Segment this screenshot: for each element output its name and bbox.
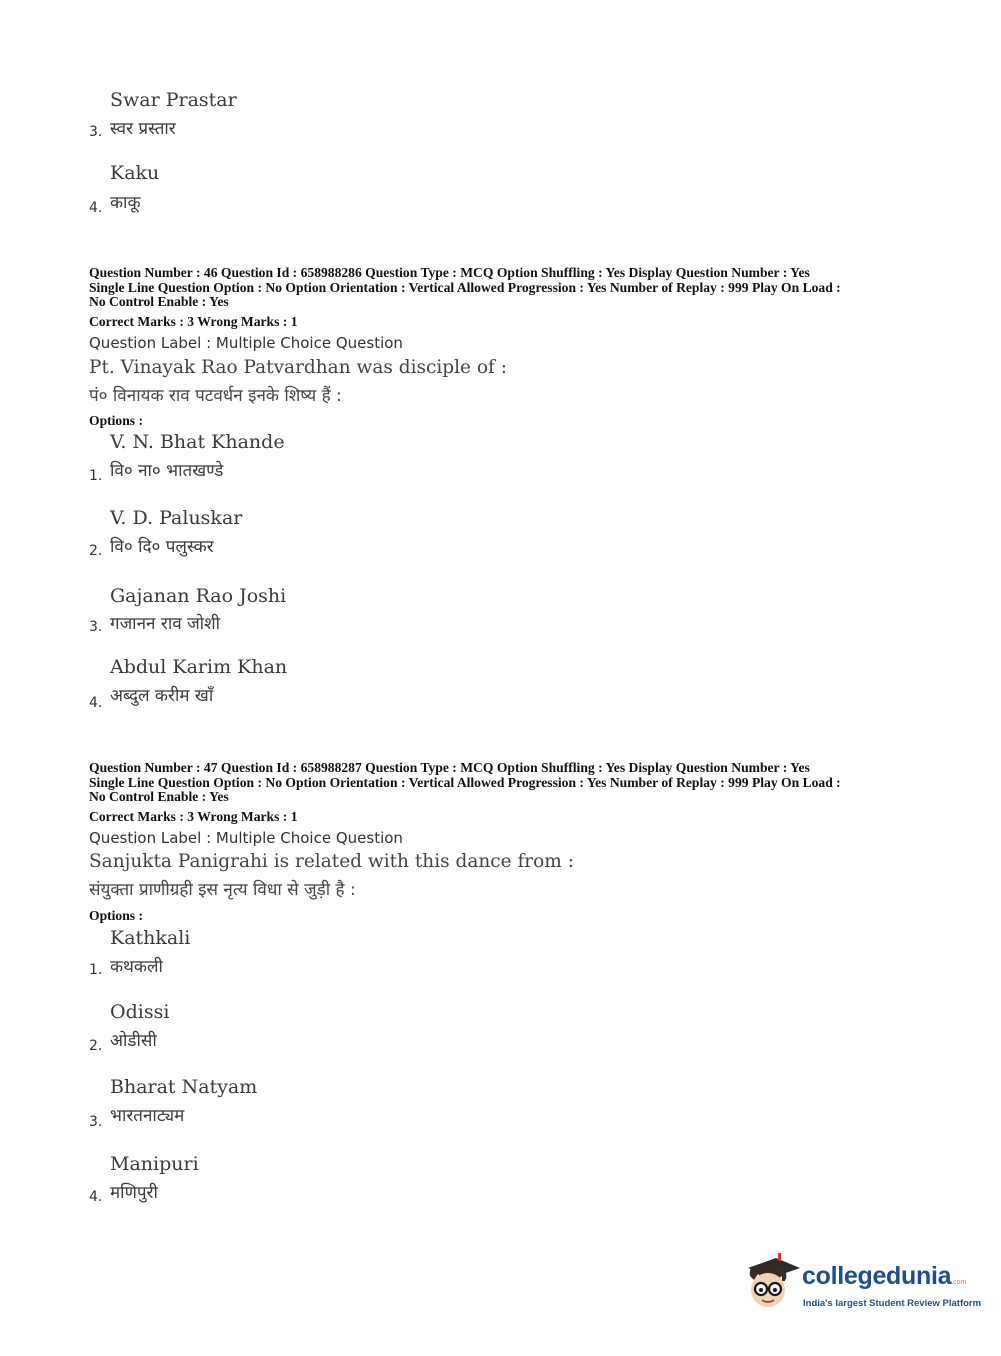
option-english-text: V. D. Paluskar xyxy=(110,507,243,529)
option-number: 2. xyxy=(89,1038,103,1054)
option-number: 4. xyxy=(89,695,103,711)
option-english-text: Kathkali xyxy=(110,927,191,949)
option-hindi-text: मणिपुरी xyxy=(110,1183,158,1203)
option-number: 2. xyxy=(89,543,103,559)
option-hindi-text: स्वर प्रस्तार xyxy=(110,119,176,139)
logo-tagline: India's largest Student Review Platform xyxy=(803,1298,982,1309)
logo-wordmark: collegedunia xyxy=(802,1262,952,1290)
question-meta-line: Question Number : 46 Question Id : 658988286 Question Type : MCQ Option Shuffling : Yes Display Question Number : Yes xyxy=(89,265,810,280)
option-english-text: V. N. Bhat Khande xyxy=(110,431,285,453)
mascot-icon xyxy=(742,1250,802,1314)
option-english-text: Gajanan Rao Joshi xyxy=(110,585,287,607)
options-heading: Options : xyxy=(89,908,144,923)
option-english-text: Manipuri xyxy=(110,1153,199,1175)
question-meta-line: Question Number : 47 Question Id : 658988287 Question Type : MCQ Option Shuffling : Yes Display Question Number : Yes xyxy=(89,760,810,775)
question-meta-line: Single Line Question Option : No Option Orientation : Vertical Allowed Progression : Yes Number of Replay : 999 Play On Load : xyxy=(89,775,841,790)
option-hindi-text: ओडीसी xyxy=(110,1031,157,1051)
option-english-text: Bharat Natyam xyxy=(110,1076,258,1098)
option-number: 3. xyxy=(89,1114,103,1130)
option-number: 3. xyxy=(89,619,103,635)
question-marks: Correct Marks : 3 Wrong Marks : 1 xyxy=(89,314,298,329)
option-number: 4. xyxy=(89,200,103,216)
options-heading: Options : xyxy=(89,413,144,428)
option-hindi-text: अब्दुल करीम खाँ xyxy=(110,686,214,706)
option-hindi-text: काकू xyxy=(110,193,141,213)
option-hindi-text: भारतनाट्यम xyxy=(110,1106,185,1126)
option-hindi-text: वि० ना० भातखण्डे xyxy=(110,461,224,481)
option-hindi-text: गजानन राव जोशी xyxy=(110,614,221,634)
option-hindi-text: वि० दि० पलुस्कर xyxy=(110,537,214,557)
option-english-text: Odissi xyxy=(110,1001,170,1023)
option-hindi-text: कथकली xyxy=(110,957,163,977)
option-english-text: Kaku xyxy=(110,162,160,184)
question-text-english: Sanjukta Panigrahi is related with this dance from : xyxy=(89,851,574,872)
question-text-hindi: संयुक्ता प्राणीग्रही इस नृत्य विधा से जुड़ी है : xyxy=(89,880,356,900)
collegedunia-logo[interactable] xyxy=(742,1248,982,1318)
question-meta-line: Single Line Question Option : No Option Orientation : Vertical Allowed Progression : Yes Number of Replay : 999 Play On Load : xyxy=(89,280,841,295)
question-label: Question Label : Multiple Choice Question xyxy=(89,829,403,847)
option-number: 1. xyxy=(89,468,103,484)
option-english-text: Abdul Karim Khan xyxy=(110,656,288,678)
option-english-text: Swar Prastar xyxy=(110,89,237,111)
option-number: 4. xyxy=(89,1189,103,1205)
logo-suffix: .com xyxy=(951,1279,967,1286)
question-label: Question Label : Multiple Choice Question xyxy=(89,334,403,352)
question-meta-line: No Control Enable : Yes xyxy=(89,294,229,309)
option-number: 1. xyxy=(89,962,103,978)
question-meta-line: No Control Enable : Yes xyxy=(89,789,229,804)
question-marks: Correct Marks : 3 Wrong Marks : 1 xyxy=(89,809,298,824)
option-number: 3. xyxy=(89,124,103,140)
question-text-hindi: पं० विनायक राव पटवर्धन इनके शिष्य हैं : xyxy=(89,386,342,406)
question-text-english: Pt. Vinayak Rao Patvardhan was disciple of : xyxy=(89,357,507,378)
